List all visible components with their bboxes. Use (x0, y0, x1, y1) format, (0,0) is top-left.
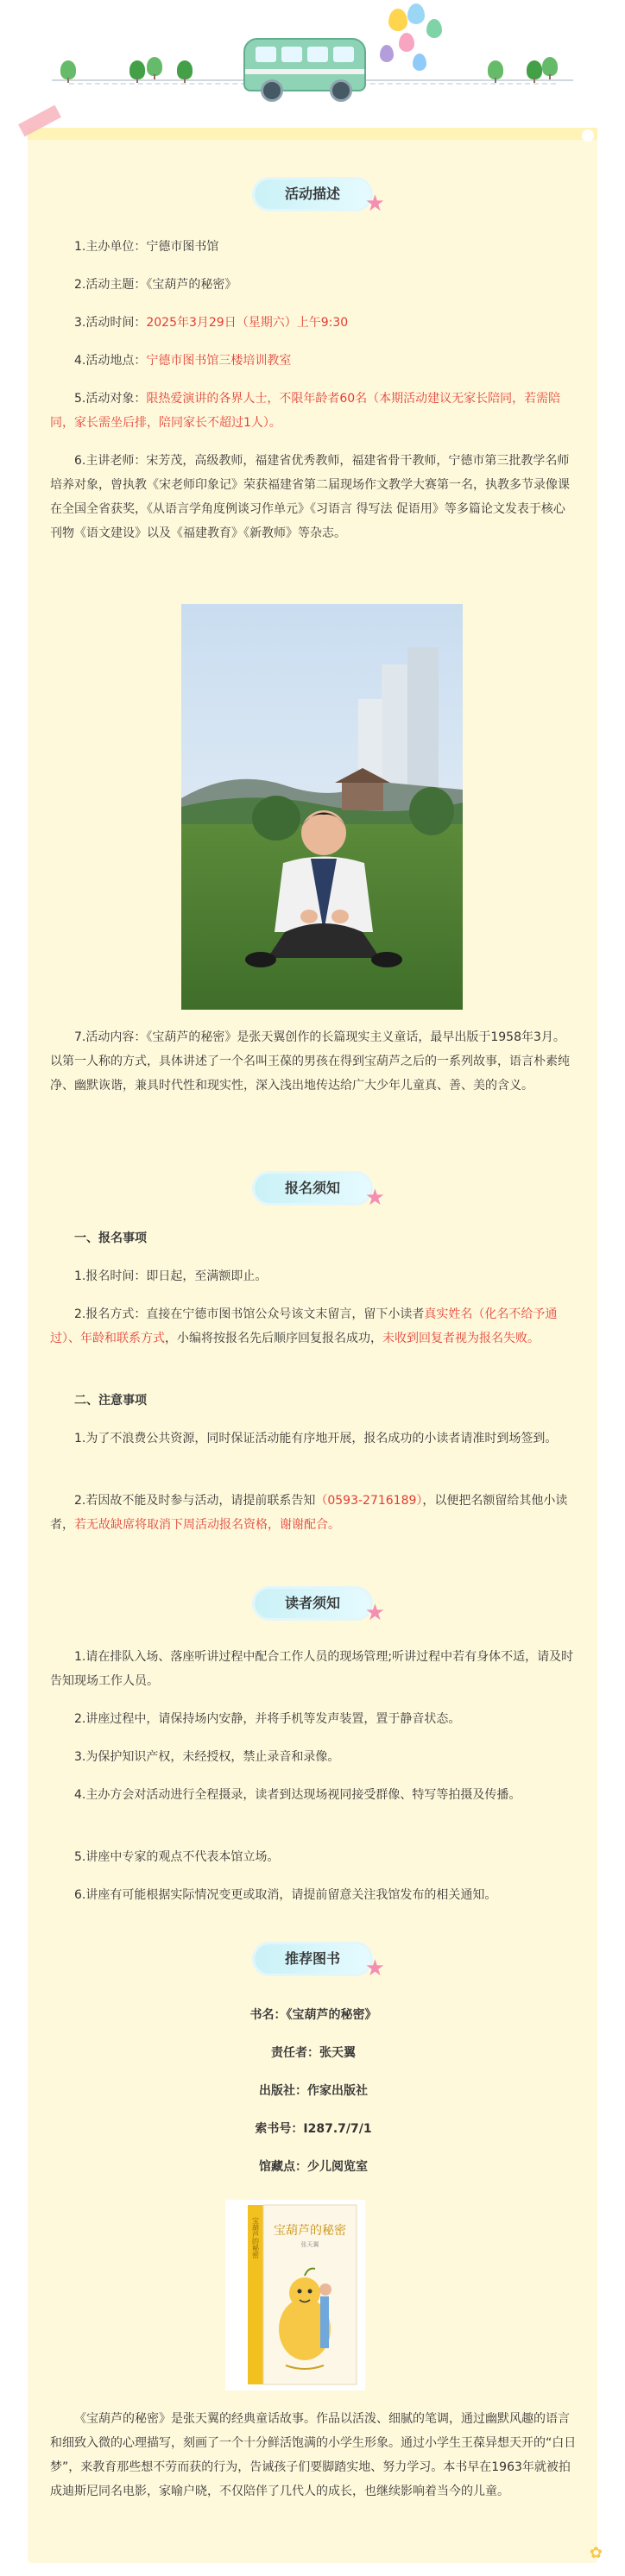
book-call-number: 索书号：I287.7/7/1 (255, 2122, 372, 2136)
signup-note-2: 2.若因故不能及时参与活动，请提前联系告知（0593-2716189），以便把名额留给其他小读者，若无故缺席将取消下周活动报名资格，谢谢配合。 (50, 1494, 568, 1532)
reader-rule-5: 5.讲座中专家的观点不代表本馆立场。 (74, 1850, 280, 1864)
book-cover (225, 2200, 365, 2390)
wheel-icon (330, 79, 352, 102)
signup-time: 1.报名时间：即日起，至满额即止。 (74, 1269, 268, 1283)
reader-rule-1: 1.请在排队入场、落座听讲过程中配合工作人员的现场管理;听讲过程中若有身体不适，请及时告知现场工作人员。 (50, 1650, 574, 1688)
star-icon: ★ (364, 1956, 385, 1981)
book-cover-author: 张天翼 (300, 2241, 319, 2248)
activity-time: 3.活动时间：2025年3月29日（星期六）上午9:30 (74, 316, 349, 330)
reader-rule-4: 4.主办方会对活动进行全程摄录，读者到达现场视同接受群像、特写等拍摄及传播。 (74, 1788, 521, 1802)
section-title-signup (0, 1171, 625, 1211)
flower-icon: ✿ (589, 2544, 603, 2562)
teacher-photo (181, 604, 463, 1010)
book-description: 《宝葫芦的秘密》是张天翼的经典童话故事。作品以活泼、细腻的笔调，通过幽默风趣的语言和细致入微的心理描写，刻画了一个十分鲜活饱满的小学生形象。通过小学生王葆异想天开的“白日梦”，来教育那些想不劳而获的行为，告诫孩子们要脚踏实地、努力学习。本书早在1963年就被拍成迪斯尼同名电影，家喻户晓，不仅陪伴了几代人的成长，也继续影响着当今的儿童。 (50, 2412, 577, 2498)
section-title-text: 报名须知 (284, 1180, 340, 1196)
section-title-text: 读者须知 (284, 1595, 340, 1611)
book-cover-title: 宝葫芦的秘密 (274, 2224, 346, 2238)
book-publisher: 出版社：作家出版社 (259, 2084, 368, 2098)
section-title-text: 推荐图书 (284, 1950, 340, 1967)
balloon-icon (426, 19, 442, 38)
balloon-icon (380, 45, 394, 62)
card-top-strip (28, 128, 597, 140)
balloon-icon (388, 9, 407, 31)
balloon-icon (413, 54, 426, 71)
wheel-icon (261, 79, 283, 102)
balloon-icon (407, 3, 425, 24)
balloon-icon (399, 33, 414, 52)
signup-heading-2: 二、注意事项 (74, 1394, 147, 1408)
tree-icon (129, 60, 145, 79)
signup-method: 2.报名方式：直接在宁德市图书馆公众号该文末留言，留下小读者真实姓名（化名不给予通过）、年龄和联系方式，小编将按报名先后顺序回复报名成功，未收到回复者视为报名失败。 (50, 1307, 558, 1345)
section-title-activity (0, 177, 625, 217)
tree-icon (527, 60, 542, 79)
activity-target: 5.活动对象：限热爱演讲的各界人士，不限年龄者60名（本期活动建议无家长陪同，若需陪同，家长需坐后排，陪同家长不超过1人）。 (50, 392, 561, 430)
tree-icon (60, 60, 76, 79)
section-title-book (0, 1942, 625, 1981)
section-title-text: 活动描述 (284, 186, 340, 202)
section-title-reader (0, 1586, 625, 1626)
dot-decoration (582, 129, 594, 142)
star-icon: ★ (364, 1185, 385, 1211)
tree-icon (147, 57, 162, 76)
star-icon: ★ (364, 191, 385, 217)
activity-teacher: 6.主讲老师：宋芳茂，高级教师，福建省优秀教师，福建省骨干教师，宁德市第三批教学名师培养对象，曾执教《宋老师印象记》荣获福建省第二届现场作文教学大赛第一名，执教多节录像课在全国全省获奖，《从语言学角度例谈习作单元》《习语言 得写法 促语用》等多篇论文发表于核心刊物《语文建设》以及《福建教育》《新教师》等杂志。 (50, 454, 570, 540)
tree-icon (488, 60, 503, 79)
star-icon: ★ (364, 1600, 385, 1626)
book-author: 责任者：张天翼 (271, 2046, 356, 2060)
tree-icon (177, 60, 193, 79)
tree-icon (542, 57, 558, 76)
book-spine-text: 宝葫芦的秘密 (251, 2217, 260, 2258)
activity-content: 7.活动内容：《宝葫芦的秘密》是张天翼创作的长篇现实主义童话，最早出版于1958年3月。以第一人称的方式，具体讲述了一个名叫王葆的男孩在得到宝葫芦之后的一系列故事，语言朴素纯净、幽默诙谐，兼具时代性和现实性，深入浅出地传达给广大少年儿童真、善、美的含义。 (50, 1030, 570, 1093)
book-name: 书名：《宝葫芦的秘密》 (249, 2008, 377, 2022)
reader-rule-6: 6.讲座有可能根据实际情况变更或取消，请提前留意关注我馆发布的相关通知。 (74, 1888, 497, 1902)
header-banner (0, 0, 625, 112)
activity-host: 1.主办单位：宁德市图书馆 (74, 240, 219, 254)
reader-rule-3: 3.为保护知识产权，未经授权，禁止录音和录像。 (74, 1750, 340, 1764)
activity-place: 4.活动地点：宁德市图书馆三楼培训教室 (74, 354, 292, 368)
reader-rule-2: 2.讲座过程中，请保持场内安静，并将手机等发声装置，置于静音状态。 (74, 1712, 461, 1726)
signup-heading-1: 一、报名事项 (74, 1231, 147, 1245)
signup-note-1: 1.为了不浪费公共资源，同时保证活动能有序地开展，报名成功的小读者请准时到场签到。 (74, 1432, 558, 1445)
book-location: 馆藏点：少儿阅览室 (259, 2160, 368, 2174)
activity-theme: 2.活动主题：《宝葫芦的秘密》 (74, 278, 237, 292)
